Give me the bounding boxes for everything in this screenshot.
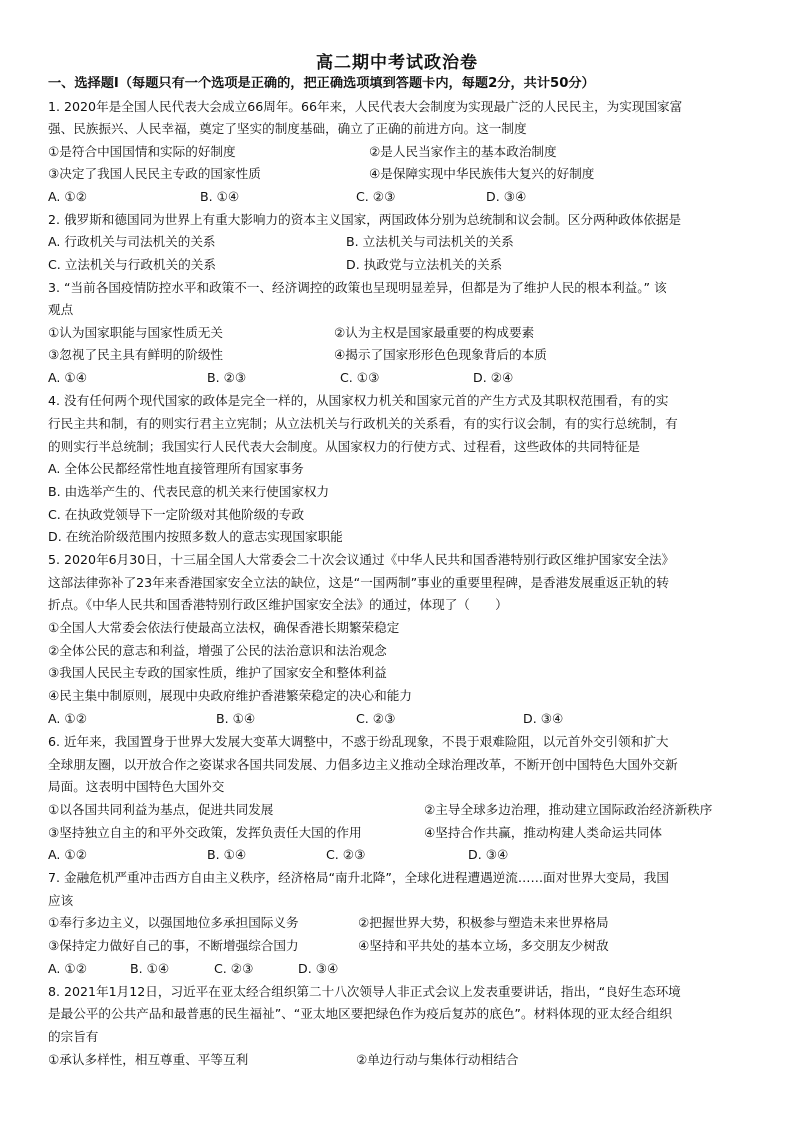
q5-statement: ③我国人民民主专政的国家性质，维护了国家安全和整体利益	[48, 665, 387, 680]
q1-choice-a: A. ①②	[48, 189, 87, 204]
q2-stem-line: 2. 俄罗斯和德国同为世界上有重大影响力的资本主义国家，两国政体分别为总统制和议会制。区分两种政体依据是	[48, 212, 682, 227]
q5-statement: ④民主集中制原则，展现中央政府维护香港繁荣稳定的决心和能力	[48, 688, 412, 703]
q3-statement: ②认为主权是国家最重要的构成要素	[334, 325, 535, 340]
q2-choice-a: A. 行政机关与司法机关的关系	[48, 234, 216, 249]
q4-choice-b: B. 由选举产生的、代表民意的机关来行使国家权力	[48, 484, 330, 499]
q7-stem-line: 7. 金融危机严重冲击西方自由主义秩序，经济格局“南升北降”，全球化进程遭遇逆流……面对世界大变局，我国	[48, 870, 669, 885]
q1-stem-line: 1. 2020年是全国人民代表大会成立66周年。66年来，人民代表大会制度为实现最广泛的人民民主，为实现国家富	[48, 99, 683, 114]
q5-stem-line: 5. 2020年6月30日，十三届全国人大常委会二十次会议通过《中华人民共和国香港特别行政区维护国家安全法》	[48, 552, 675, 567]
q1-stem-line: 强、民族振兴、人民幸福，奠定了坚实的制度基础，确立了正确的前进方向。这一制度	[48, 121, 527, 136]
q5-choice-a: A. ①②	[48, 711, 87, 726]
q1-statement: ④是保障实现中华民族伟大复兴的好制度	[369, 166, 595, 181]
q4-choice-d: D. 在统治阶级范围内按照多数人的意志实现国家职能	[48, 529, 343, 544]
q8-statement: ①承认多样性，相互尊重、平等互利	[48, 1052, 249, 1067]
q4-stem-line: 行民主共和制，有的则实行君主立宪制；从立法机关与行政机关的关系看，有的实行议会制，有的实行总统制，有	[48, 416, 678, 431]
q2-choice-c: C. 立法机关与行政机关的关系	[48, 257, 216, 272]
q7-statement: ④坚持和平共处的基本立场，多交朋友少树敌	[358, 938, 609, 953]
q6-choice-d: D. ③④	[468, 847, 509, 862]
q3-statement: ①认为国家职能与国家性质无关	[48, 325, 224, 340]
q6-choice-c: C. ②③	[326, 847, 366, 862]
q8-stem-line: 8. 2021年1月12日，习近平在亚太经合组织第二十八次领导人非正式会议上发表重要讲话，指出，“良好生态环境	[48, 984, 681, 999]
q5-stem-line: 折点。《中华人民共和国香港特别行政区维护国家安全法》的通过，体现了（ ）	[48, 597, 508, 612]
q1-choice-c: C. ②③	[356, 189, 396, 204]
q5-stem-line: 这部法律弥补了23年来香港国家安全立法的缺位，这是“一国两制”事业的重要里程碑，是香港发展重返正轨的转	[48, 575, 669, 590]
q5-statement: ①全国人大常委会依法行使最高立法权，确保香港长期繁荣稳定	[48, 620, 400, 635]
page-title: 高二期中考试政治卷	[316, 53, 478, 73]
section-heading: 一、选择题Ⅰ（每题只有一个选项是正确的，把正确选项填到答题卡内，每题2分，共计50分）	[48, 76, 595, 91]
q3-stem-line: 观点	[48, 302, 74, 317]
q3-choice-c: C. ①③	[340, 370, 380, 385]
q2-choice-b: B. 立法机关与司法机关的关系	[346, 234, 514, 249]
q5-statement: ②全体公民的意志和利益，增强了公民的法治意识和法治观念	[48, 643, 387, 658]
q1-choice-b: B. ①④	[200, 189, 240, 204]
q6-statement: ①以各国共同利益为基点，促进共同发展	[48, 802, 274, 817]
q6-statement: ③坚持独立自主的和平外交政策，发挥负责任大国的作用	[48, 825, 362, 840]
q4-stem-line: 4. 没有任何两个现代国家的政体是完全一样的，从国家权力机关和国家元首的产生方式及其职权范围看，有的实	[48, 393, 669, 408]
q3-choice-b: B. ②③	[207, 370, 247, 385]
q3-choice-a: A. ①④	[48, 370, 87, 385]
q2-choice-d: D. 执政党与立法机关的关系	[346, 257, 503, 272]
q6-statement: ②主导全球多边治理，推动建立国际政治经济新秩序	[424, 802, 713, 817]
q3-statement: ④揭示了国家形形色色现象背后的本质	[334, 347, 547, 362]
q6-stem-line: 全球朋友圈，以开放合作之姿谋求各国共同发展、力倡多边主义推动全球治理改革，不断开创中国特色大国外交新	[48, 757, 678, 772]
q8-stem-line: 是最公平的公共产品和最普惠的民生福祉”、“亚太地区要把绿色作为疫后复苏的底色”。材料体现的亚太经合组织	[48, 1006, 673, 1021]
q1-statement: ③决定了我国人民民主专政的国家性质	[48, 166, 261, 181]
q1-statement: ①是符合中国国情和实际的好制度	[48, 144, 236, 159]
q7-statement: ②把握世界大势，积极参与塑造未来世界格局	[358, 915, 609, 930]
q7-choice-c: C. ②③	[214, 961, 254, 976]
q3-choice-d: D. ②④	[473, 370, 514, 385]
q4-stem-line: 的则实行半总统制；我国实行人民代表大会制度。从国家权力的行使方式、过程看，这些政体的共同特征是	[48, 439, 640, 454]
q7-stem-line: 应该	[48, 893, 74, 908]
q6-choice-a: A. ①②	[48, 847, 87, 862]
q3-stem-line: 3. “当前各国疫情防控水平和政策不一、经济调控的政策也呈现明显差异，但都是为了维护人民的根本利益。” 该	[48, 280, 667, 295]
q4-choice-a: A. 全体公民都经常性地直接管理所有国家事务	[48, 461, 304, 476]
q5-choice-b: B. ①④	[216, 711, 256, 726]
q6-stem-line: 6. 近年来，我国置身于世界大发展大变革大调整中，不惑于纷乱现象，不畏于艰难险阻，以元首外交引领和扩大	[48, 734, 669, 749]
q8-statement: ②单边行动与集体行动相结合	[356, 1052, 519, 1067]
q7-statement: ①奉行多边主义，以强国地位多承担国际义务	[48, 915, 299, 930]
q7-choice-b: B. ①④	[130, 961, 170, 976]
q7-choice-d: D. ③④	[298, 961, 339, 976]
q4-choice-c: C. 在执政党领导下一定阶级对其他阶级的专政	[48, 507, 305, 522]
q7-statement: ③保持定力做好自己的事，不断增强综合国力	[48, 938, 299, 953]
q6-statement: ④坚持合作共赢，推动构建人类命运共同体	[424, 825, 662, 840]
q6-stem-line: 局面。这表明中国特色大国外交	[48, 779, 225, 794]
q5-choice-d: D. ③④	[523, 711, 564, 726]
q1-statement: ②是人民当家作主的基本政治制度	[369, 144, 557, 159]
q5-choice-c: C. ②③	[356, 711, 396, 726]
q8-stem-line: 的宗旨有	[48, 1029, 99, 1044]
q6-choice-b: B. ①④	[207, 847, 247, 862]
q1-choice-d: D. ③④	[486, 189, 527, 204]
q7-choice-a: A. ①②	[48, 961, 87, 976]
q3-statement: ③忽视了民主具有鲜明的阶级性	[48, 347, 224, 362]
